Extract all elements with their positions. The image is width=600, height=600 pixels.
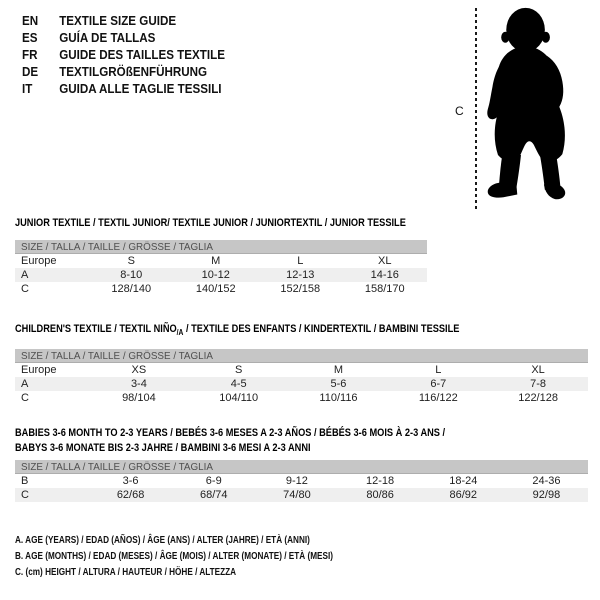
language-row [22,13,225,30]
size-cell: S [127,255,135,267]
size-cell: 3-4 [130,378,147,391]
size-header-bar: SIZE / TALLA / TAILLE / GRÖSSE / TAGLIA [15,460,588,474]
row-label: A [21,269,29,281]
size-cell: 110/116 [319,392,358,405]
size-cell: 128/140 [111,283,152,295]
size-cell: 104/110 [219,392,259,405]
size-cell: L [435,364,442,377]
table-row [15,488,588,502]
language-code: ES [22,31,38,45]
language-row [22,47,225,64]
size-cell: 98/104 [122,392,156,405]
language-code: FR [22,48,38,62]
guide-title: TEXTILGRÖßENFÜHRUNG [59,65,208,79]
guide-title: TEXTILE SIZE GUIDE [59,14,177,28]
table-row [15,474,588,488]
row-label: Europe [21,364,57,377]
size-cell: 9-12 [285,475,308,487]
language-row [22,64,225,81]
size-cell: 5-6 [330,378,347,391]
size-cell: 6-7 [430,378,447,391]
section-title-babies-line2: BABYS 3-6 MONATE BIS 2-3 JAHRE / BAMBINI 3-6 MESI A 2-3 ANNI [15,442,311,454]
junior-textile-section [15,216,427,296]
title-part: / TEXTILE DES ENFANTS / KINDERTEXTIL / BAMBINI TESSILE [183,323,460,335]
language-code: EN [22,14,39,28]
children-textile-section [15,322,588,405]
table-row [15,254,427,268]
babies-size-table [15,460,588,502]
row-label: A [21,378,29,391]
size-cell: 7-8 [530,378,547,391]
row-label: C [21,283,29,295]
table-row [15,377,588,391]
size-cell: 18-24 [449,475,478,487]
table-row [15,268,427,282]
size-cell: XL [378,255,392,267]
size-cell: 68/74 [199,489,228,501]
size-cell: 140/152 [195,283,236,295]
size-cell: 158/170 [364,283,405,295]
section-title-children [15,322,496,340]
row-label: Europe [21,255,57,267]
section-title-junior: JUNIOR TEXTILE / TEXTIL JUNIOR/ TEXTILE JUNIOR / JUNIORTEXTIL / JUNIOR TESSILE [15,217,406,229]
height-measure-label: C [455,104,464,118]
size-header-bar: SIZE / TALLA / TAILLE / GRÖSSE / TAGLIA [15,349,588,363]
size-cell: 12-18 [366,475,395,487]
size-cell: 116/122 [418,392,458,405]
legend-notes [15,533,403,581]
size-cell: 62/68 [116,489,145,501]
size-cell: S [235,364,243,377]
language-code: IT [22,82,33,96]
size-cell: 6-9 [205,475,222,487]
size-cell: XS [131,364,147,377]
size-cell: 74/80 [283,489,311,501]
size-cell: 4-5 [230,378,247,391]
size-cell: 122/128 [518,392,558,405]
section-title-babies-line1: BABIES 3-6 MONTH TO 2-3 YEARS / BEBÉS 3-6 MESES A 2-3 AÑOS / BÉBÉS 3-6 MOIS À 2-3 ANS / [15,427,446,439]
size-cell: 10-12 [201,269,230,281]
guide-title: GUIDE DES TAILLES TEXTILE [59,48,225,62]
row-label: C [21,392,29,405]
babies-textile-section [15,426,588,502]
table-row [15,363,588,377]
size-cell: 8-10 [120,269,143,281]
size-cell: M [211,255,221,267]
size-cell: 86/92 [449,489,478,501]
size-cell: 14-16 [370,269,399,281]
language-list [22,13,225,98]
size-header-bar: SIZE / TALLA / TAILLE / GRÖSSE / TAGLIA [15,240,427,254]
size-cell: M [333,364,344,377]
row-label: C [21,489,29,501]
table-row [15,282,427,296]
size-cell: XL [531,364,545,377]
size-cell: 12-13 [286,269,315,281]
size-cell: 92/98 [532,489,561,501]
title-part: CHILDREN'S TEXTILE / TEXTIL NIÑO [15,323,177,335]
size-cell: 152/158 [280,283,321,295]
language-row [22,81,225,98]
note-age-months: B. AGE (MONTHS) / EDAD (MESES) / ÂGE (MOIS) / ALTER (MONATE) / ETÀ (MESI) [15,551,333,562]
baby-silhouette-icon [486,6,578,212]
junior-size-table [15,240,427,296]
note-height-cm: C. (cm) HEIGHT / ALTURA / HAUTEUR / HÖHE / ALTEZZA [15,567,237,578]
children-size-table [15,349,588,405]
size-cell: 80/86 [366,489,394,501]
title-subscript: /A [176,328,184,338]
note-age-years: A. AGE (YEARS) / EDAD (AÑOS) / ÂGE (ANS) / ALTER (JAHRE) / ETÀ (ANNI) [15,535,310,546]
language-code: DE [22,65,39,79]
guide-title: GUÍA DE TALLAS [59,31,156,45]
guide-title: GUIDA ALLE TAGLIE TESSILI [59,82,222,96]
height-dashed-line [475,8,477,211]
row-label: B [21,475,29,487]
size-cell: L [297,255,304,267]
size-cell: 3-6 [122,475,139,487]
language-row [22,30,225,47]
table-row [15,391,588,405]
size-cell: 24-36 [532,475,561,487]
